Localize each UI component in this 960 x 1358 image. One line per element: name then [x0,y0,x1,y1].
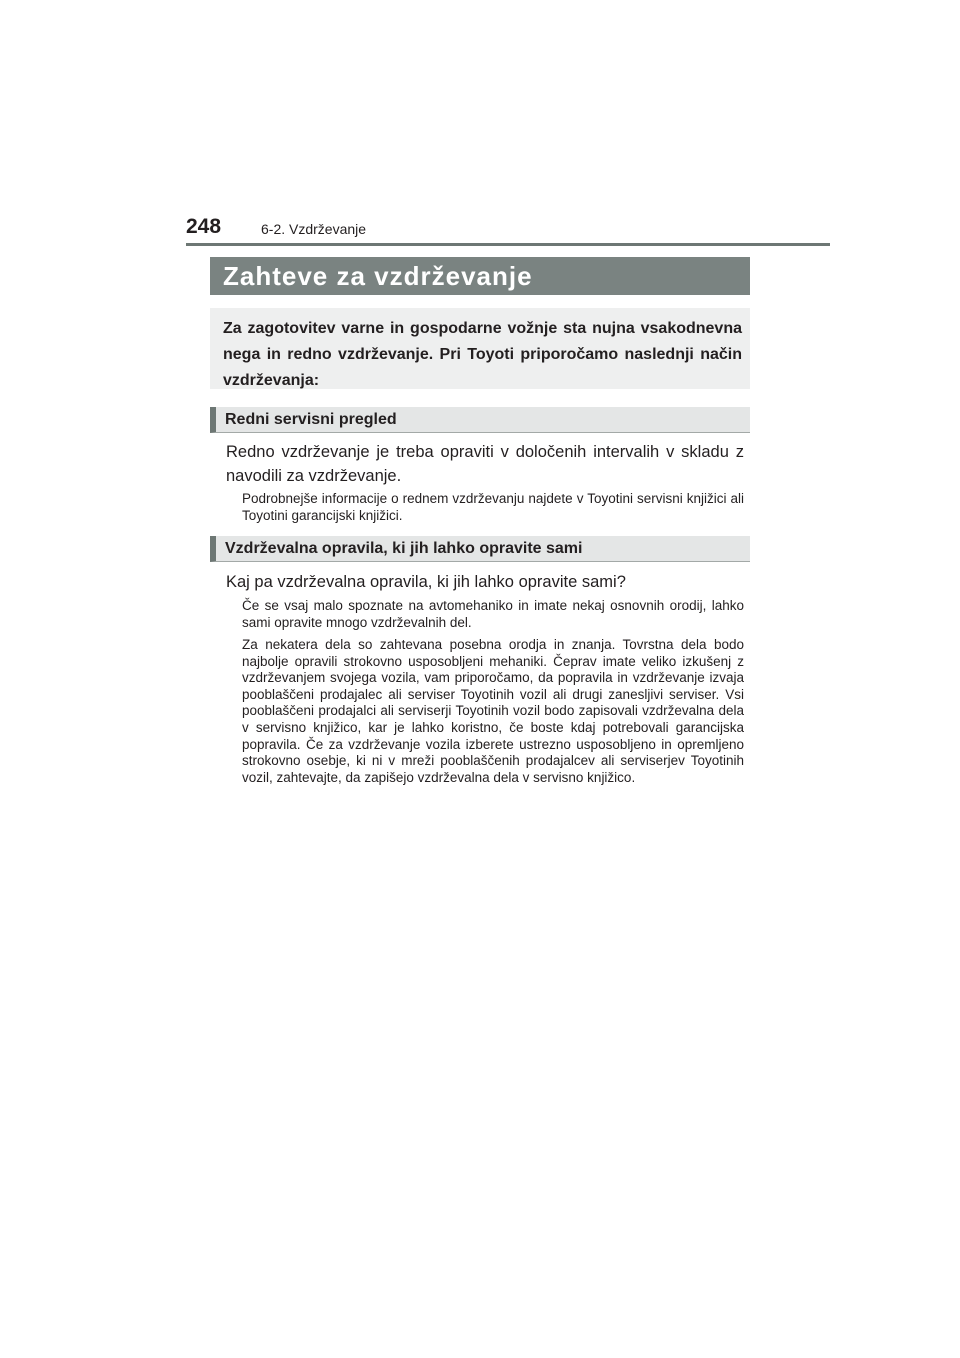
section-heading-diy-maintenance: Vzdrževalna opravila, ki jih lahko opravite sami [210,536,750,562]
intro-box [210,308,750,389]
section-reference: 6-2. Vzdrževanje [261,221,367,237]
section-lead-regular-service: Redno vzdrževanje je treba opraviti v določenih intervalih v skladu z navodili za vzdrževanje. [226,443,744,485]
page-title: Zahteve za vzdrževanje [210,257,750,295]
note-basic-tools: Če se vsaj malo spoznate na avtomehaniko in imate nekaj osnovnih orodij, lahko sami opravite mnogo vzdrževalnih del. [242,598,744,630]
section-lead-diy-maintenance: Kaj pa vzdrževalna opravila, ki jih lahko opravite sami? [226,573,626,591]
header-rule [186,243,830,246]
section-heading-regular-service: Redni servisni pregled [210,407,750,433]
page-number: 248 [186,215,222,238]
note-special-tools: Za nekatera dela so zahtevana posebna orodja in znanja. Tovrstna dela bodo najbolje opravili strokovno usposobljeni mehaniki. Čeprav imate veliko izkušenj z vzdrževanjem svojega vozila, vam priporočamo, da popravila in vzdrževanje izvaja pooblaščeni prodajalec ali serviser Toyotinih vozil ali drugi zanesljivi serviser. Vsi pooblaščeni prodajalci ali serviserji Toyotinih vozil bodo zapisovali vzdrževalna dela v servisno knjižico, kar je lahko koristno, če boste kdaj potrebovali garancijska popravila. Če za vzdrževanje vozila izberete ustrezno usposobljeno in opremljeno strokovno osebje, ki ni v mreži pooblaščenih prodajalcev ali serviserjev Toyotinih vozil, zahtevajte, da zapišejo vzdrževalna dela v servisno knjižico. [242,637,744,785]
note-service-booklet: Podrobnejše informacije o rednem vzdrževanju najdete v Toyotini servisni knjižici ali Toyotini garancijski knjižici. [242,491,744,523]
intro-text: Za zagotovitev varne in gospodarne vožnje sta nujna vsakodnevna nega in redno vzdrževanje. Pri Toyoti priporočamo naslednji način vzdrževanja: [223,320,742,389]
